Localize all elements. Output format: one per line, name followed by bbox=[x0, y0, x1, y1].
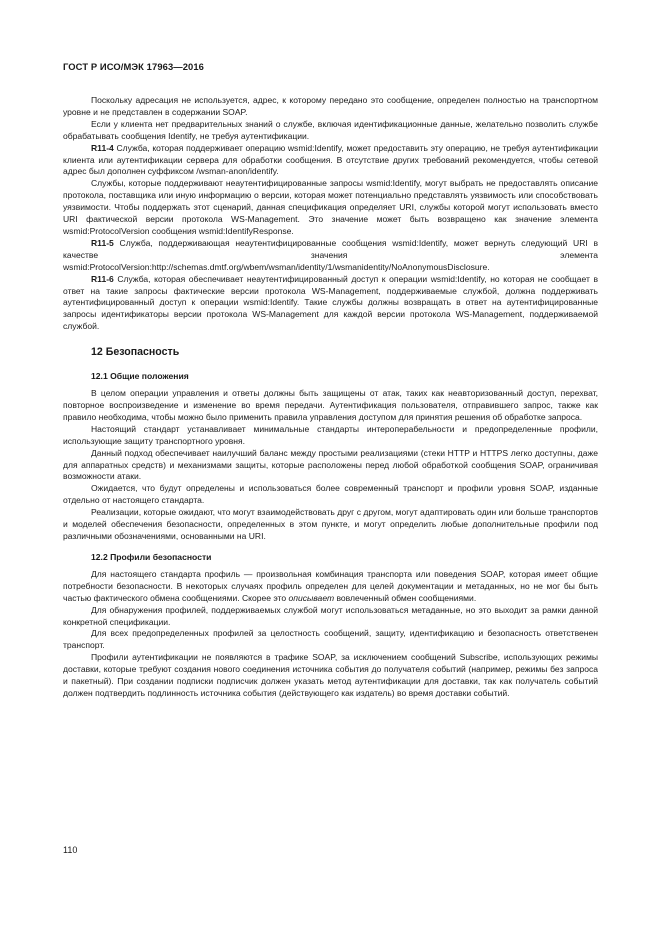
rule-id: R11-6 bbox=[91, 273, 114, 284]
rule-paragraph bbox=[63, 143, 598, 179]
page-number: 110 bbox=[63, 845, 78, 855]
paragraph: Поскольку адресация не используется, адрес, к которому передано это сообщение, определен полностью на транспортном уровне и не представлен в содержании SOAP. bbox=[63, 95, 598, 117]
paragraph: Реализации, которые ожидают, что могут взаимодействовать друг с другом, могут адаптировать один или больше транспортов и моделей обеспечения безопасности, определенных в этом пункте, и могут определить любые дополнительные профили под различными обозначениями, основанными на URI. bbox=[63, 507, 598, 541]
paragraph: Для обнаружения профилей, поддерживаемых службой могут использоваться метаданные, но это выходит за рамки данной конкретной спецификации. bbox=[63, 604, 598, 627]
paragraph: Настоящий стандарт устанавливает минимальные стандарты интероперабельности и предопределенные профили, использующие защиту транспортного уровня. bbox=[63, 423, 598, 446]
paragraph bbox=[63, 569, 598, 605]
paragraph: В целом операции управления и ответы должны быть защищены от атак, таких как неавторизованный доступ, перехват, повторное воспроизведение и изменение во время передачи. Аутентификация пользователя, отправившего запрос, также как правило необходима, чтобы можно было применить правила управления доступом для принятия решения об обработке запроса. bbox=[63, 388, 598, 422]
rule-id: R11-5 bbox=[91, 237, 114, 248]
paragraph: Профили аутентификации не появляются в трафике SOAP, за исключением сообщений Subscribe, использующих режимы доставки, которые требуют создания нового соединения источника события до получателя событий (например, режимы без запроса и пакетный). При создании подписки подписчик должен указать метод аутентификации для доставки, так как получатель событий должен подтвердить подлинность источника события (действующего как издатель) во время доставки событий. bbox=[63, 652, 598, 698]
rule-text: Служба, которая поддерживает операцию wsmid:Identify, может предоставить эту операцию, не требуя аутентификации клиента или аутентификации сервера для обработки сообщения. В отсутствие других требований рекомендуется, чтобы сетевой адрес был дополнен суффиксом /wsman-anon/identify. bbox=[63, 142, 598, 177]
page-content bbox=[63, 95, 598, 700]
paragraph: Ожидается, что будут определены и использоваться более современный транспорт и профили уровня SOAP, изданные отдельно от настоящего стандарта. bbox=[63, 483, 598, 506]
paragraph: Данный подход обеспечивает наилучший баланс между простыми реализациями (стеки HTTP и HTTPS легко доступны, даже для аппаратных средств) и механизмами защиты, которые расположены перед любой обработкой сообщения SOAP, ограничивая возможности атаки. bbox=[63, 447, 598, 482]
paragraph: Если у клиента нет предварительных знаний о службе, включая идентификационные данные, желательно позволить службе обрабатывать сообщения Identify, не требуя аутентификации. bbox=[63, 118, 598, 141]
rule-text: Служба, которая обеспечивает неаутентифицированный доступ к операции wsmid:Identify, но которая не сообщает в ответ на такие запросы фактические версии протокола WS-Management, поддерживаемые службой, должна поддерживать аутентифицированный доступ к операции wsmid:Identify. Такие службы должны возвращать в ответ на аутентифицированные запросы идентификаторы версии протокола WS-Management для каждой версии протокола WS-Management, поддерживаемой службой. bbox=[63, 273, 598, 332]
rule-text: Служба, поддерживающая неаутентифицированные сообщения wsmid:Identify, может вернуть следующий URI в качестве значения элемента wsmid:ProtocolVersion:http://schemas.dmtf.org/wbem/wsman/identity/1/wsmanidentity/NoAnonymousDisclosure. bbox=[63, 237, 598, 272]
subsection-heading: 12.2 Профили безопасности bbox=[91, 551, 212, 562]
section-heading: 12 Безопасность bbox=[91, 346, 180, 359]
rule-id: R11-4 bbox=[91, 142, 114, 153]
paragraph: Для всех предопределенных профилей за целостность сообщений, защиту, идентификацию и безопасность ответственен транспорт. bbox=[63, 628, 598, 651]
text-run: вовлеченный обмен сообщениями. bbox=[334, 592, 477, 603]
text-run: Для настоящего стандарта профиль — произвольная комбинация транспорта или поведения SOAP, которая имеет общие потребности безопасности. В некоторых случаях профиль определен для целей документации и метаданных, но не мог бы быть частью фактического обмена сообщениями. Скорее это bbox=[63, 568, 598, 603]
paragraph: Службы, которые поддерживают неаутентифицированные запросы wsmid:Identify, могут выбрать не предоставлять описание протокола, поставщика или иную информацию о версии, которая может потенциально представлять уязвимость или способствовать уязвимости. Чтобы поддержать этот сценарий, данная спецификация определяет URI, службы которой могут использовать вместо URI фактической версии протокола WS-Management. Это значение может быть возвращено как значение элемента wsmid:ProtocolVersion сообщения wsmid:IdentifyResponse. bbox=[63, 178, 598, 236]
rule-paragraph bbox=[63, 238, 598, 274]
emphasis-text: описывает bbox=[288, 592, 335, 603]
rule-paragraph bbox=[63, 274, 598, 334]
standard-header: ГОСТ Р ИСО/МЭК 17963—2016 bbox=[63, 61, 204, 72]
subsection-heading: 12.1 Общие положения bbox=[91, 371, 189, 382]
